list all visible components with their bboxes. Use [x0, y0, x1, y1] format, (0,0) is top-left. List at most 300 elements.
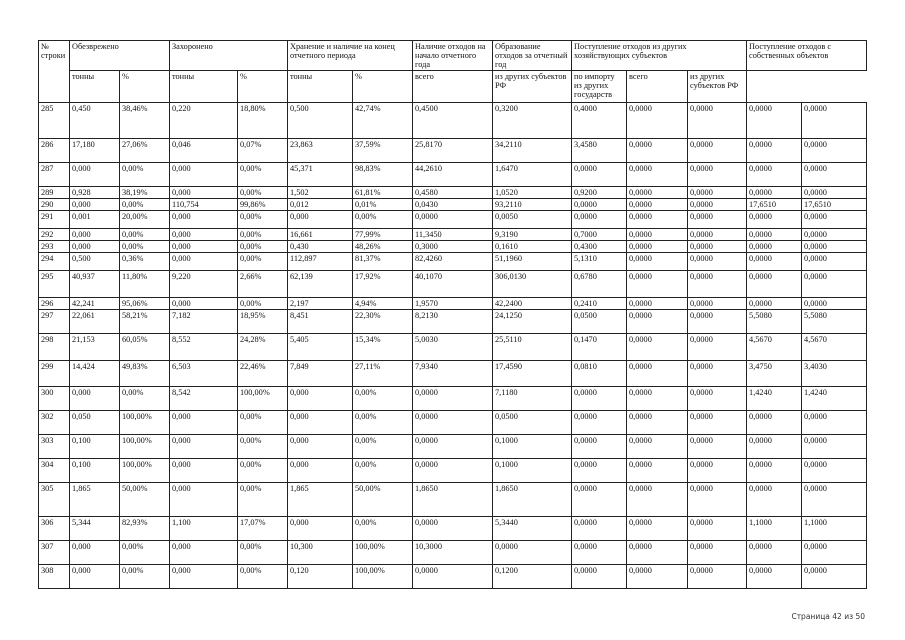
table-row	[39, 139, 867, 163]
row-number-cell: 295	[39, 271, 70, 298]
data-cell: 0,0000	[688, 103, 747, 139]
data-cell: 0,000	[170, 241, 238, 253]
table-row	[39, 565, 867, 589]
data-cell: 27,06%	[120, 139, 170, 163]
data-cell: 5,344	[70, 517, 120, 541]
data-cell: 23,863	[288, 139, 353, 163]
data-cell: 17,07%	[238, 517, 288, 541]
data-cell: 0,0000	[627, 271, 688, 298]
row-number-cell: 302	[39, 411, 70, 435]
data-cell: 0,0000	[802, 411, 867, 435]
data-cell: 1,502	[288, 187, 353, 199]
data-cell: 0,0000	[627, 411, 688, 435]
data-cell: 0,0000	[802, 103, 867, 139]
data-cell: 0,0000	[688, 139, 747, 163]
data-cell: 0,0000	[627, 565, 688, 589]
data-cell: 8,542	[170, 387, 238, 411]
data-cell: 22,061	[70, 310, 120, 334]
data-cell: 0,00%	[238, 541, 288, 565]
data-cell: 0,0000	[572, 483, 627, 517]
data-cell: 0,00%	[353, 387, 413, 411]
data-cell: 0,0000	[747, 541, 802, 565]
data-cell: 11,80%	[120, 271, 170, 298]
data-cell: 0,0000	[627, 241, 688, 253]
data-cell: 0,0000	[747, 459, 802, 483]
data-cell: 0,0000	[688, 459, 747, 483]
data-cell: 0,0000	[747, 271, 802, 298]
data-cell: 0,9200	[572, 187, 627, 199]
data-cell: 21,153	[70, 334, 120, 361]
data-cell: 5,5080	[802, 310, 867, 334]
data-cell: 0,0000	[747, 483, 802, 517]
data-cell: 0,0000	[572, 411, 627, 435]
data-cell: 0,0000	[802, 229, 867, 241]
data-cell: 0,0000	[747, 187, 802, 199]
page-number: Страница 42 из 50	[791, 612, 865, 621]
data-cell: 11,3450	[413, 229, 493, 241]
header-subcolumn: по импорту из других государств	[572, 71, 627, 103]
data-cell: 93,2110	[493, 199, 572, 211]
data-cell: 0,000	[170, 163, 238, 187]
header-group: Захоронено	[170, 41, 288, 71]
row-number-cell: 297	[39, 310, 70, 334]
data-cell: 0,0000	[572, 459, 627, 483]
data-cell: 42,2400	[493, 298, 572, 310]
data-cell: 45,371	[288, 163, 353, 187]
data-cell: 99,86%	[238, 199, 288, 211]
data-cell: 24,28%	[238, 334, 288, 361]
data-cell: 61,81%	[353, 187, 413, 199]
data-cell: 0,012	[288, 199, 353, 211]
data-cell: 0,0000	[413, 435, 493, 459]
data-cell: 0,0430	[413, 199, 493, 211]
data-cell: 100,00%	[238, 387, 288, 411]
row-number-cell: 308	[39, 565, 70, 589]
data-cell: 0,450	[70, 103, 120, 139]
data-cell: 7,9340	[413, 361, 493, 387]
table-row	[39, 163, 867, 187]
data-cell: 112,897	[288, 253, 353, 271]
header-group: Поступление отходов из других хозяйствующих субъектов	[572, 41, 747, 71]
data-cell: 7,1180	[493, 387, 572, 411]
data-cell: 0,120	[288, 565, 353, 589]
table-row	[39, 459, 867, 483]
data-cell: 0,000	[70, 163, 120, 187]
data-cell: 0,1200	[493, 565, 572, 589]
data-cell: 0,000	[70, 199, 120, 211]
data-cell: 5,405	[288, 334, 353, 361]
data-cell: 40,1070	[413, 271, 493, 298]
data-cell: 42,74%	[353, 103, 413, 139]
data-cell: 0,000	[288, 411, 353, 435]
data-cell: 0,0000	[413, 565, 493, 589]
data-cell: 0,00%	[120, 199, 170, 211]
header-row-groups	[39, 41, 867, 71]
data-cell: 0,0000	[627, 163, 688, 187]
data-cell: 8,2130	[413, 310, 493, 334]
data-cell: 0,00%	[238, 435, 288, 459]
data-cell: 38,46%	[120, 103, 170, 139]
data-cell: 0,00%	[238, 229, 288, 241]
data-cell: 0,0000	[688, 517, 747, 541]
data-cell: 27,11%	[353, 361, 413, 387]
row-number-cell: 289	[39, 187, 70, 199]
data-cell: 0,1000	[493, 459, 572, 483]
data-cell: 0,0810	[572, 361, 627, 387]
data-cell: 0,0000	[413, 517, 493, 541]
data-cell: 0,000	[170, 211, 238, 229]
data-cell: 8,451	[288, 310, 353, 334]
data-cell: 0,0000	[572, 199, 627, 211]
header-row-number: № строки	[39, 41, 70, 103]
data-cell: 0,430	[288, 241, 353, 253]
data-cell: 1,8650	[493, 483, 572, 517]
data-cell: 0,000	[70, 387, 120, 411]
data-cell: 0,00%	[238, 298, 288, 310]
data-cell: 50,00%	[353, 483, 413, 517]
data-cell: 0,7000	[572, 229, 627, 241]
data-cell: 4,5670	[802, 334, 867, 361]
data-cell: 100,00%	[353, 565, 413, 589]
data-cell: 0,000	[170, 435, 238, 459]
data-cell: 0,00%	[353, 459, 413, 483]
data-cell: 0,0000	[627, 211, 688, 229]
data-cell: 9,220	[170, 271, 238, 298]
data-cell: 0,00%	[238, 565, 288, 589]
data-cell: 25,5110	[493, 334, 572, 361]
row-number-cell: 307	[39, 541, 70, 565]
data-cell: 0,00%	[238, 241, 288, 253]
data-cell: 44,2610	[413, 163, 493, 187]
data-cell: 7,182	[170, 310, 238, 334]
data-cell: 0,000	[170, 229, 238, 241]
data-cell: 0,220	[170, 103, 238, 139]
data-cell: 0,0000	[688, 253, 747, 271]
row-number-cell: 293	[39, 241, 70, 253]
data-cell: 0,0000	[572, 565, 627, 589]
data-cell: 15,34%	[353, 334, 413, 361]
data-cell: 0,0000	[802, 139, 867, 163]
row-number-cell: 286	[39, 139, 70, 163]
header-subcolumn: всего	[627, 71, 688, 103]
data-cell: 0,0000	[627, 298, 688, 310]
data-cell: 0,0000	[627, 229, 688, 241]
data-cell: 0,0000	[572, 211, 627, 229]
data-cell: 0,00%	[238, 211, 288, 229]
data-cell: 0,4000	[572, 103, 627, 139]
data-cell: 0,0000	[688, 565, 747, 589]
data-cell: 0,2410	[572, 298, 627, 310]
data-cell: 0,00%	[353, 517, 413, 541]
header-subcolumn: %	[353, 71, 413, 103]
data-cell: 82,4260	[413, 253, 493, 271]
data-cell: 4,5670	[747, 334, 802, 361]
data-cell: 0,0000	[747, 435, 802, 459]
row-number-cell: 303	[39, 435, 70, 459]
data-cell: 17,6510	[802, 199, 867, 211]
data-cell: 0,000	[288, 435, 353, 459]
data-cell: 0,0000	[627, 387, 688, 411]
data-cell: 0,00%	[120, 163, 170, 187]
table-row	[39, 187, 867, 199]
data-cell: 7,849	[288, 361, 353, 387]
data-cell: 0,4500	[413, 103, 493, 139]
data-cell: 0,0000	[688, 229, 747, 241]
row-number-cell: 294	[39, 253, 70, 271]
data-cell: 62,139	[288, 271, 353, 298]
data-cell: 0,0000	[802, 241, 867, 253]
data-cell: 37,59%	[353, 139, 413, 163]
data-cell: 0,0000	[802, 435, 867, 459]
header-group: Обезврежено	[70, 41, 170, 71]
table-row	[39, 411, 867, 435]
data-cell: 0,0000	[627, 435, 688, 459]
data-cell: 0,3000	[413, 241, 493, 253]
data-cell: 1,6470	[493, 163, 572, 187]
data-cell: 0,0000	[627, 483, 688, 517]
data-cell: 95,06%	[120, 298, 170, 310]
data-cell: 0,0000	[747, 253, 802, 271]
data-cell: 1,865	[70, 483, 120, 517]
data-cell: 0,0000	[802, 565, 867, 589]
data-cell: 10,3000	[413, 541, 493, 565]
data-cell: 1,9570	[413, 298, 493, 310]
data-cell: 0,0000	[572, 387, 627, 411]
waste-data-table	[38, 40, 867, 589]
data-cell: 0,0000	[572, 435, 627, 459]
data-cell: 17,180	[70, 139, 120, 163]
data-cell: 40,937	[70, 271, 120, 298]
table-row	[39, 334, 867, 361]
table-row	[39, 253, 867, 271]
data-cell: 24,1250	[493, 310, 572, 334]
data-cell: 1,865	[288, 483, 353, 517]
data-cell: 0,0000	[688, 541, 747, 565]
data-cell: 0,0000	[413, 211, 493, 229]
row-number-cell: 306	[39, 517, 70, 541]
data-cell: 50,00%	[120, 483, 170, 517]
data-cell: 0,050	[70, 411, 120, 435]
data-cell: 0,00%	[238, 459, 288, 483]
data-cell: 22,46%	[238, 361, 288, 387]
data-cell: 0,0000	[627, 334, 688, 361]
row-number-cell: 285	[39, 103, 70, 139]
data-cell: 48,26%	[353, 241, 413, 253]
data-cell: 0,0000	[688, 411, 747, 435]
row-number-cell: 290	[39, 199, 70, 211]
header-row-sub	[39, 71, 867, 103]
data-cell: 0,000	[70, 541, 120, 565]
data-cell: 0,0000	[747, 163, 802, 187]
data-cell: 0,00%	[120, 241, 170, 253]
data-cell: 0,4580	[413, 187, 493, 199]
data-cell: 3,4030	[802, 361, 867, 387]
data-cell: 0,00%	[238, 411, 288, 435]
data-cell: 0,4300	[572, 241, 627, 253]
data-cell: 0,07%	[238, 139, 288, 163]
data-cell: 0,000	[170, 253, 238, 271]
data-cell: 42,241	[70, 298, 120, 310]
data-cell: 0,000	[70, 229, 120, 241]
data-cell: 0,1610	[493, 241, 572, 253]
data-cell: 0,0000	[627, 361, 688, 387]
data-cell: 0,001	[70, 211, 120, 229]
data-cell: 0,0000	[688, 187, 747, 199]
data-cell: 0,0000	[747, 139, 802, 163]
data-cell: 0,0000	[747, 565, 802, 589]
table-row	[39, 103, 867, 139]
data-cell: 0,0500	[572, 310, 627, 334]
data-cell: 0,0000	[802, 163, 867, 187]
data-cell: 1,4240	[802, 387, 867, 411]
data-cell: 0,00%	[120, 387, 170, 411]
data-cell: 0,00%	[353, 435, 413, 459]
table-row	[39, 211, 867, 229]
table-row	[39, 361, 867, 387]
table-row	[39, 517, 867, 541]
data-cell: 0,0000	[413, 411, 493, 435]
data-cell: 0,0000	[802, 271, 867, 298]
data-cell: 20,00%	[120, 211, 170, 229]
data-cell: 25,8170	[413, 139, 493, 163]
data-cell: 0,0000	[802, 253, 867, 271]
data-cell: 0,000	[170, 541, 238, 565]
table-row	[39, 298, 867, 310]
data-cell: 82,93%	[120, 517, 170, 541]
header-subcolumn: %	[238, 71, 288, 103]
data-cell: 0,0000	[572, 517, 627, 541]
data-cell: 22,30%	[353, 310, 413, 334]
header-subcolumn: тонны	[288, 71, 353, 103]
data-cell: 0,000	[70, 241, 120, 253]
data-cell: 0,0000	[688, 298, 747, 310]
data-cell: 0,0000	[688, 271, 747, 298]
row-number-cell: 299	[39, 361, 70, 387]
row-number-cell: 300	[39, 387, 70, 411]
data-cell: 1,0520	[493, 187, 572, 199]
data-cell: 0,0000	[572, 163, 627, 187]
data-cell: 306,0130	[493, 271, 572, 298]
data-cell: 0,0000	[627, 103, 688, 139]
data-cell: 0,000	[70, 565, 120, 589]
data-cell: 0,0000	[688, 361, 747, 387]
data-cell: 0,00%	[120, 229, 170, 241]
data-cell: 0,1470	[572, 334, 627, 361]
data-cell: 1,4240	[747, 387, 802, 411]
data-cell: 0,0000	[802, 483, 867, 517]
data-cell: 0,0000	[747, 298, 802, 310]
data-cell: 0,1000	[493, 435, 572, 459]
data-cell: 0,00%	[353, 211, 413, 229]
data-cell: 0,000	[170, 459, 238, 483]
table-row	[39, 199, 867, 211]
data-cell: 0,0000	[688, 334, 747, 361]
data-cell: 0,00%	[353, 411, 413, 435]
data-cell: 0,3200	[493, 103, 572, 139]
data-cell: 0,00%	[238, 187, 288, 199]
data-cell: 51,1960	[493, 253, 572, 271]
data-cell: 10,300	[288, 541, 353, 565]
row-number-cell: 292	[39, 229, 70, 241]
data-cell: 0,0000	[627, 517, 688, 541]
row-number-cell: 296	[39, 298, 70, 310]
table-row	[39, 271, 867, 298]
data-cell: 9,3190	[493, 229, 572, 241]
data-cell: 0,000	[288, 387, 353, 411]
data-cell: 0,0050	[493, 211, 572, 229]
data-cell: 17,92%	[353, 271, 413, 298]
data-cell: 0,500	[70, 253, 120, 271]
data-cell: 0,0000	[688, 241, 747, 253]
data-cell: 0,0000	[747, 211, 802, 229]
data-cell: 0,0000	[747, 411, 802, 435]
data-cell: 3,4750	[747, 361, 802, 387]
data-cell: 100,00%	[120, 459, 170, 483]
table-row	[39, 387, 867, 411]
data-cell: 0,928	[70, 187, 120, 199]
header-group: Хранение и наличие на конец отчетного периода	[288, 41, 413, 71]
data-cell: 0,0000	[688, 163, 747, 187]
data-cell: 0,000	[170, 411, 238, 435]
data-cell: 4,94%	[353, 298, 413, 310]
data-cell: 0,0000	[413, 387, 493, 411]
data-cell: 0,0000	[747, 103, 802, 139]
data-cell: 1,8650	[413, 483, 493, 517]
data-cell: 100,00%	[120, 411, 170, 435]
header-subcolumn: из других субъектов РФ	[493, 71, 572, 103]
data-cell: 2,197	[288, 298, 353, 310]
data-cell: 1,1000	[747, 517, 802, 541]
data-cell: 0,0000	[627, 199, 688, 211]
data-cell: 8,552	[170, 334, 238, 361]
table-row	[39, 435, 867, 459]
table-row	[39, 483, 867, 517]
header-group: Наличие отходов на начало отчетного года	[413, 41, 493, 71]
data-cell: 0,00%	[120, 565, 170, 589]
data-cell: 0,0000	[572, 541, 627, 565]
data-cell: 6,503	[170, 361, 238, 387]
data-cell: 60,05%	[120, 334, 170, 361]
header-subcolumn: тонны	[70, 71, 120, 103]
data-cell: 14,424	[70, 361, 120, 387]
data-cell: 58,21%	[120, 310, 170, 334]
data-cell: 0,0000	[802, 541, 867, 565]
data-cell: 0,100	[70, 435, 120, 459]
data-cell: 0,000	[170, 483, 238, 517]
row-number-cell: 305	[39, 483, 70, 517]
data-cell: 18,95%	[238, 310, 288, 334]
data-cell: 0,0000	[802, 298, 867, 310]
data-cell: 0,0000	[627, 187, 688, 199]
data-cell: 17,6510	[747, 199, 802, 211]
data-cell: 49,83%	[120, 361, 170, 387]
data-cell: 16,661	[288, 229, 353, 241]
data-cell: 98,83%	[353, 163, 413, 187]
data-cell: 2,66%	[238, 271, 288, 298]
data-cell: 0,0000	[627, 253, 688, 271]
data-cell: 0,000	[288, 211, 353, 229]
data-cell: 0,0000	[688, 387, 747, 411]
header-subcolumn: всего	[413, 71, 493, 103]
data-cell: 0,000	[288, 517, 353, 541]
data-cell: 0,0000	[627, 139, 688, 163]
data-cell: 0,0000	[688, 199, 747, 211]
data-cell: 81,37%	[353, 253, 413, 271]
row-number-cell: 304	[39, 459, 70, 483]
data-cell: 0,0000	[802, 211, 867, 229]
row-number-cell: 291	[39, 211, 70, 229]
header-subcolumn: из других субъектов РФ	[688, 71, 747, 103]
